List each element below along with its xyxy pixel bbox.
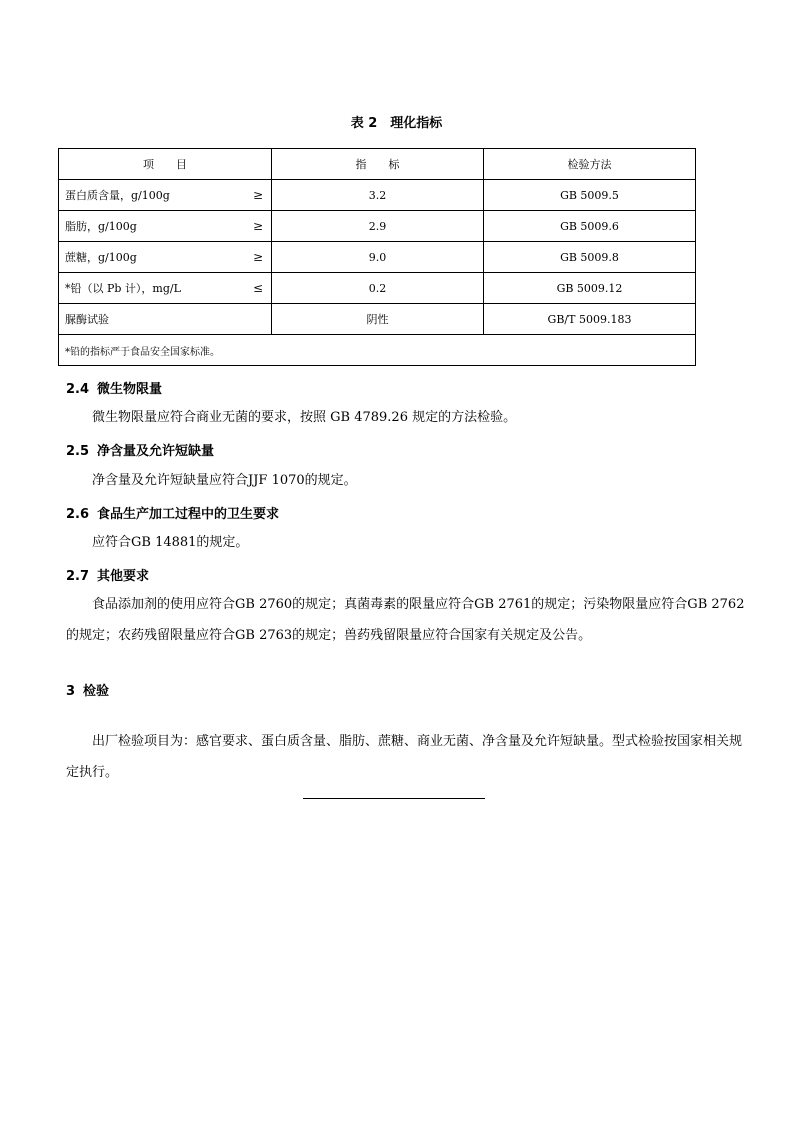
- row-item: 蔗糖，g/100g: [65, 251, 137, 264]
- row-item-cell: [59, 273, 272, 304]
- table-header-row: [59, 149, 696, 180]
- section-number: 3: [66, 684, 76, 699]
- section-title: 其他要求: [97, 569, 150, 584]
- header-item: 项 目: [59, 149, 272, 180]
- table-row: [59, 180, 696, 211]
- header-method: 检验方法: [484, 149, 696, 180]
- table-note: *铅的指标严于食品安全国家标准。: [59, 335, 696, 366]
- row-method: GB 5009.12: [484, 273, 696, 304]
- section-text: 食品添加剂的使用应符合GB 2760的规定；真菌毒素的限量应符合GB 2761的规定；污染物限量应符合GB 2762的规定；农药残留限量应符合GB 2763的规定；兽药残留限量应符合国家有关规定及公告。: [66, 597, 745, 643]
- row-item: 蛋白质含量，g/100g: [65, 189, 170, 202]
- row-item-cell: [59, 211, 272, 242]
- row-item: *铅（以 Pb 计），mg/L: [65, 282, 181, 295]
- row-method: GB 5009.6: [484, 211, 696, 242]
- row-method: GB/T 5009.183: [484, 304, 696, 335]
- section-title: 食品生产加工过程中的卫生要求: [97, 507, 280, 522]
- row-value: 0.2: [272, 273, 484, 304]
- section-heading: [66, 503, 279, 522]
- row-method: GB 5009.8: [484, 242, 696, 273]
- physicochemical-table: [58, 148, 696, 366]
- row-value: 3.2: [272, 180, 484, 211]
- row-method: GB 5009.5: [484, 180, 696, 211]
- section-number: 2.5: [66, 444, 90, 459]
- table-title: 表 2 理化指标: [350, 116, 443, 131]
- row-symbol: ≥: [252, 219, 263, 233]
- section-text: 净含量及允许短缺量应符合JJF 1070的规定。: [92, 473, 357, 488]
- section-number: 2.6: [66, 507, 90, 522]
- row-symbol: ≥: [252, 250, 263, 264]
- section-text: 微生物限量应符合商业无菌的要求，按照 GB 4789.26 规定的方法检验。: [92, 410, 517, 425]
- section-title: 净含量及允许短缺量: [97, 444, 215, 459]
- row-item-cell: [59, 304, 272, 335]
- section-heading: [66, 680, 109, 699]
- row-value: 阴性: [272, 304, 484, 335]
- row-value: 2.9: [272, 211, 484, 242]
- row-item: 脲酶试验: [65, 313, 109, 326]
- section-title: 微生物限量: [97, 382, 163, 397]
- section-number: 2.4: [66, 382, 90, 397]
- row-value: 9.0: [272, 242, 484, 273]
- table-row: [59, 273, 696, 304]
- row-item-cell: [59, 180, 272, 211]
- section-title: 检验: [83, 684, 110, 699]
- table-row: [59, 211, 696, 242]
- row-symbol: ≤: [252, 281, 263, 295]
- section-heading: [66, 440, 214, 459]
- section-number: 2.7: [66, 569, 90, 584]
- section-text: 出厂检验项目为：感官要求、蛋白质含量、脂肪、蔗糖、商业无菌、净含量及允许短缺量。型式检验按国家相关规定执行。: [66, 734, 743, 780]
- section-text: 应符合GB 14881的规定。: [92, 535, 249, 550]
- row-item-cell: [59, 242, 272, 273]
- header-value: 指 标: [272, 149, 484, 180]
- section-heading: [66, 565, 149, 584]
- row-item: 脂肪，g/100g: [65, 220, 137, 233]
- row-symbol: ≥: [252, 188, 263, 202]
- section-heading: [66, 378, 162, 397]
- table-row: [59, 242, 696, 273]
- table-row: [59, 304, 696, 335]
- table-note-row: [59, 335, 696, 366]
- end-rule: [303, 798, 485, 799]
